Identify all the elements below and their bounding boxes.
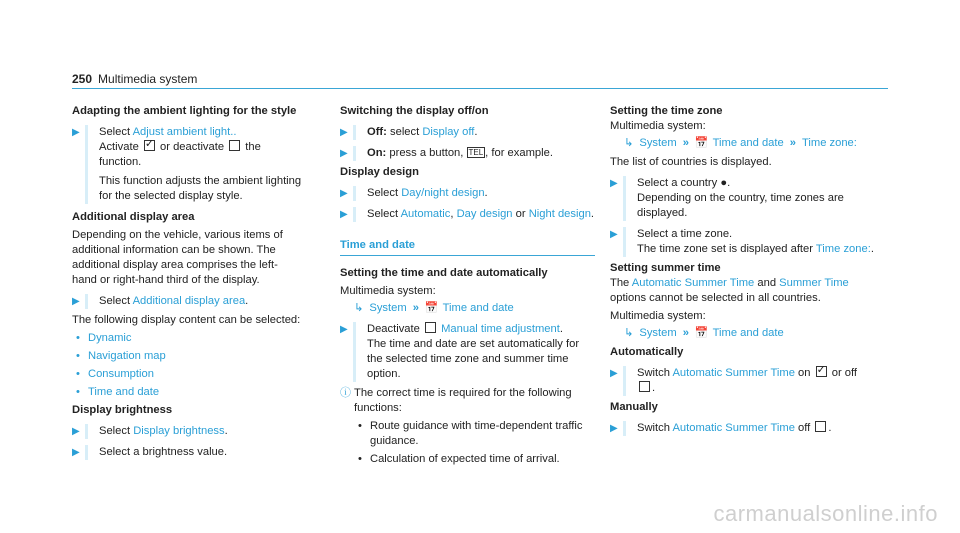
step-arrow-icon: ▶ bbox=[610, 229, 618, 240]
multimedia-label: Multimedia system: bbox=[610, 120, 706, 132]
menu-path bbox=[610, 136, 875, 151]
page-header bbox=[72, 72, 197, 87]
step-arrow-icon: ▶ bbox=[340, 188, 348, 199]
content-intro: The following display content can be selected: bbox=[72, 314, 301, 326]
note-item: • Route guidance with time-dependent traffic guidance. bbox=[354, 419, 595, 449]
column-1 bbox=[72, 104, 302, 464]
heading-display-design: Display design bbox=[340, 166, 419, 178]
option-item[interactable]: • Navigation map bbox=[72, 349, 302, 364]
step-arrow-icon: ▶ bbox=[610, 368, 618, 379]
heading-time-zone: Setting the time zone bbox=[610, 105, 723, 117]
section-divider bbox=[340, 255, 595, 256]
step-arrow-icon: ▶ bbox=[72, 426, 80, 437]
calendar-icon: 📅 bbox=[694, 137, 709, 149]
double-chevron-icon: » bbox=[682, 137, 689, 149]
step-on: ▶ On: press a button, TEL , for example. bbox=[340, 146, 595, 161]
step-arrow-icon: ▶ bbox=[340, 148, 348, 159]
link-time-zone[interactable]: Time zone: bbox=[815, 243, 871, 255]
link-day-design[interactable]: Day design bbox=[456, 208, 513, 220]
step-arrow-icon: ▶ bbox=[340, 209, 348, 220]
info-note: ⓘ The correct time is required for the following functions: • Route guidance with time-dependent traffic guidance. • Calculation of expected time of arrival. bbox=[340, 386, 595, 467]
double-chevron-icon: » bbox=[682, 327, 689, 339]
header-divider bbox=[72, 88, 888, 89]
heading-additional: Additional display area bbox=[72, 211, 195, 223]
calendar-icon: 📅 bbox=[694, 327, 709, 339]
section-time-date: Time and date bbox=[340, 239, 416, 251]
note-item: • Calculation of expected time of arrival. bbox=[354, 452, 595, 467]
page-number: 250 bbox=[72, 72, 93, 86]
path-time-date[interactable]: Time and date bbox=[712, 137, 784, 149]
path-time-date[interactable]: Time and date bbox=[442, 302, 514, 314]
checkbox-empty-icon bbox=[639, 381, 650, 392]
link-adjust-ambient[interactable]: Adjust ambient light.. bbox=[132, 126, 237, 138]
heading-summer-time: Setting summer time bbox=[610, 262, 721, 274]
checkbox-checked-icon bbox=[144, 140, 155, 151]
step-arrow-icon: ▶ bbox=[72, 296, 80, 307]
path-system[interactable]: System bbox=[639, 327, 677, 339]
heading-auto-time: Setting the time and date automatically bbox=[340, 267, 548, 279]
column-3 bbox=[610, 104, 875, 440]
link-display-brightness[interactable]: Display brightness bbox=[133, 425, 225, 437]
heading-manually: Manually bbox=[610, 401, 658, 413]
return-arrow-icon: ↳ bbox=[624, 327, 634, 339]
heading-automatically: Automatically bbox=[610, 346, 684, 358]
step-design-choice: ▶ Select Automatic, Day design or Night design. bbox=[340, 208, 595, 220]
link-auto-summer[interactable]: Automatic Summer Time bbox=[631, 277, 755, 289]
path-system[interactable]: System bbox=[639, 137, 677, 149]
step-arrow-icon: ▶ bbox=[72, 447, 80, 458]
step-arrow-icon: ▶ bbox=[340, 127, 348, 138]
heading-display-off-on: Switching the display off/on bbox=[340, 105, 489, 117]
step-off: ▶ Off: select Display off. bbox=[340, 125, 595, 140]
link-display-off[interactable]: Display off bbox=[422, 126, 475, 138]
step-arrow-icon: ▶ bbox=[610, 178, 618, 189]
multimedia-label: Multimedia system: bbox=[340, 285, 436, 297]
return-arrow-icon: ↳ bbox=[624, 137, 634, 149]
menu-path bbox=[340, 301, 595, 316]
step-description: This function adjusts the ambient lighting for the selected display style. bbox=[99, 175, 302, 202]
step-arrow-icon: ▶ bbox=[72, 127, 80, 138]
return-arrow-icon: ↳ bbox=[354, 302, 364, 314]
checkbox-empty-icon bbox=[815, 421, 826, 432]
multimedia-label: Multimedia system: bbox=[610, 310, 706, 322]
step-manual-summer: ▶ Switch Automatic Summer Time off . bbox=[610, 421, 875, 436]
menu-path bbox=[610, 326, 875, 341]
tel-button-icon: TEL bbox=[468, 148, 484, 157]
option-item[interactable]: • Time and date bbox=[72, 385, 302, 400]
path-time-zone[interactable]: Time zone: bbox=[801, 137, 857, 149]
checkbox-empty-icon bbox=[229, 140, 240, 151]
step-select-zone: ▶ Select a time zone. The time zone set is displayed after Time zone:. bbox=[610, 228, 874, 255]
checkbox-empty-icon bbox=[425, 322, 436, 333]
double-chevron-icon: » bbox=[412, 302, 419, 314]
summer-desc: The Automatic Summer Time and Summer Time options cannot be selected in all countries. bbox=[610, 277, 849, 304]
link-automatic[interactable]: Automatic bbox=[400, 208, 451, 220]
step-select-country: ▶ Select a country ●. Depending on the country, time zones are displayed. bbox=[610, 176, 875, 221]
step-arrow-icon: ▶ bbox=[340, 324, 348, 335]
option-item[interactable]: • Dynamic bbox=[72, 331, 302, 346]
link-manual-time[interactable]: Manual time adjustment bbox=[441, 323, 560, 335]
step-brightness: ▶ Select Display brightness. bbox=[72, 424, 302, 439]
step-arrow-icon: ▶ bbox=[610, 423, 618, 434]
double-chevron-icon: » bbox=[789, 137, 796, 149]
step-auto-summer: ▶ Switch Automatic Summer Time on ✓ or off . bbox=[610, 366, 875, 396]
link-auto-summer-off[interactable]: Automatic Summer Time bbox=[672, 422, 795, 434]
country-list-text: The list of countries is displayed. bbox=[610, 156, 772, 168]
column-2 bbox=[340, 104, 595, 471]
link-summer-time[interactable]: Summer Time bbox=[779, 277, 849, 289]
watermark: carmanualsonline.info bbox=[713, 501, 938, 526]
path-system[interactable]: System bbox=[369, 302, 407, 314]
heading-ambient: Adapting the ambient lighting for the style bbox=[72, 105, 297, 117]
link-additional-display[interactable]: Additional display area bbox=[132, 295, 246, 307]
step-adjust-ambient: ▶ Select Adjust ambient light.. Activate ✓ or deactivate the function. This function adjusts the ambient lighting for the selected display style. bbox=[72, 125, 302, 204]
deactivate-desc: The time and date are set automatically for the selected time zone and summer time option. bbox=[367, 338, 580, 380]
option-item[interactable]: • Consumption bbox=[72, 367, 302, 382]
checkbox-checked-icon bbox=[816, 366, 827, 377]
info-icon: ⓘ bbox=[340, 387, 351, 399]
step-brightness-value: ▶ Select a brightness value. bbox=[72, 445, 302, 460]
calendar-icon: 📅 bbox=[424, 302, 439, 314]
step-design: ▶ Select Day/night design. bbox=[340, 186, 595, 201]
link-day-night[interactable]: Day/night design bbox=[401, 187, 485, 199]
heading-brightness: Display brightness bbox=[72, 404, 173, 416]
step-additional: ▶ Select Additional display area. bbox=[72, 294, 302, 309]
step-deactivate: ▶ Deactivate Manual time adjustment. The time and date are set automatically for the selected time zone and summer time option. bbox=[340, 322, 595, 382]
link-night-design[interactable]: Night design bbox=[528, 208, 591, 220]
section-name: Multimedia system bbox=[98, 72, 198, 86]
path-time-date[interactable]: Time and date bbox=[712, 327, 784, 339]
link-auto-summer-switch[interactable]: Automatic Summer Time bbox=[672, 367, 795, 379]
additional-desc: Depending on the vehicle, various items of additional information can be shown. The additional display area comprises the left-hand or right-hand third of the display. bbox=[72, 229, 283, 286]
